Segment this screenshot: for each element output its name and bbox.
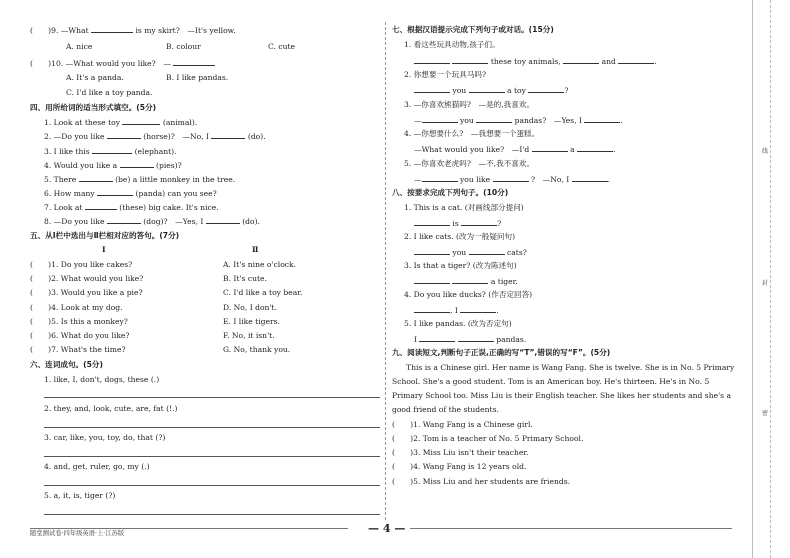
section-5-title: 五、从Ⅰ栏中选出与Ⅱ栏相对应的答句。(7分): [30, 231, 180, 240]
true-false-item: ( )5. Miss Liu and her students are friends.: [392, 477, 571, 486]
sec7-answer-1: these toy animals, and .: [414, 57, 657, 66]
sec8-question: 5. I like pandas. (改为否定句): [404, 319, 512, 328]
passage-line: good friend of the students.: [392, 405, 499, 414]
q9-option-b: B. colour: [166, 42, 201, 51]
blank[interactable]: [414, 306, 450, 313]
sec8-question: 2. I like cats. (改为一般疑问句): [404, 232, 516, 241]
blank[interactable]: [422, 116, 458, 123]
sec8-answer-1: is ?: [414, 219, 501, 228]
page-number: — 4 —: [368, 522, 406, 535]
sec4-item-4: 4. Would you like a (pies)?: [44, 161, 182, 170]
sec7-prompt: 1. 看这些玩具动物,孩子们。: [404, 40, 500, 49]
sec7-answer-2: you a toy ?: [414, 86, 568, 95]
match-question: ( )2. What would you like?: [30, 274, 144, 283]
blank[interactable]: [414, 248, 450, 255]
blank[interactable]: [532, 145, 568, 152]
match-answer: D. No, I don't.: [223, 303, 277, 312]
q10-option-b: B. I like pandas.: [166, 73, 229, 82]
sec7-prompt: 5. —你喜欢老虎吗? —不,我不喜欢。: [404, 159, 535, 168]
blank[interactable]: [211, 132, 245, 139]
answer-line[interactable]: [44, 456, 380, 457]
true-false-item: ( )4. Wang Fang is 12 years old.: [392, 462, 527, 471]
blank[interactable]: [414, 219, 450, 226]
answer-line[interactable]: [44, 514, 380, 515]
section-9-title: 九、阅读短文,判断句子正误,正确的写“T”,错误的写“F”。(5分): [392, 348, 611, 357]
sec7-answer-4: —What would you like? —I'd a .: [414, 145, 616, 154]
section-8-title: 八、按要求完成下列句子。(10分): [392, 188, 509, 197]
binding-char: 线: [762, 148, 769, 155]
word-order-item: 2. they, and, look, cute, are, fat (!.): [44, 404, 178, 413]
cut-line: [770, 0, 771, 558]
blank[interactable]: [414, 86, 450, 93]
match-answer: C. I'd like a toy bear.: [223, 288, 303, 297]
blank[interactable]: [120, 161, 154, 168]
blank[interactable]: [92, 147, 132, 154]
blank[interactable]: [493, 175, 529, 182]
true-false-item: ( )2. Tom is a teacher of No. 5 Primary School.: [392, 434, 584, 443]
binding-char: 密: [762, 410, 769, 417]
blank[interactable]: [419, 335, 455, 342]
blank[interactable]: [452, 57, 488, 64]
sec4-item-2: 2. —Do you like (horse)? —No, I (do).: [44, 132, 266, 141]
match-question: ( )7. What's the time?: [30, 345, 126, 354]
binding-line: [752, 0, 753, 558]
true-false-item: ( )3. Miss Liu isn't their teacher.: [392, 448, 529, 457]
sec7-prompt: 2. 你想要一个玩具马吗?: [404, 70, 487, 79]
match-answer: F. No, it isn't.: [223, 331, 275, 340]
blank[interactable]: [460, 306, 496, 313]
column-2-header: Ⅱ: [252, 245, 259, 254]
blank[interactable]: [122, 118, 160, 125]
q10-option-a: A. It's a panda.: [66, 73, 124, 82]
word-order-item: 3. car, like, you, toy, do, that (?): [44, 433, 166, 442]
binding-char: 封: [762, 280, 769, 287]
match-question: ( )6. What do you like?: [30, 331, 130, 340]
blank[interactable]: [107, 132, 141, 139]
blank[interactable]: [572, 175, 608, 182]
sec7-prompt: 3. —你喜欢熊猫吗? —是的,我喜欢。: [404, 100, 535, 109]
word-order-item: 1. like, I, don't, dogs, these (.): [44, 375, 160, 384]
sec4-item-3: 3. I like this (elephant).: [44, 147, 177, 156]
blank[interactable]: [414, 57, 450, 64]
sec8-answer-4: , I .: [414, 306, 499, 315]
section-4-title: 四、用所给词的适当形式填空。(5分): [30, 103, 157, 112]
column-1-header: Ⅰ: [102, 245, 106, 254]
match-question: ( )1. Do you like cakes?: [30, 260, 133, 269]
q9-option-c: C. cute: [268, 42, 296, 51]
footer-book-title: 随堂测试卷·四年级英语·上·江苏版: [30, 530, 125, 537]
q9-option-a: A. nice: [66, 42, 93, 51]
question-10: ( )10. —What would you like? —: [30, 59, 215, 68]
answer-line[interactable]: [44, 485, 380, 486]
match-question: ( )3. Would you like a pie?: [30, 288, 143, 297]
section-7-title: 七、根据汉语提示完成下列句子或对话。(15分): [392, 25, 554, 34]
blank[interactable]: [452, 277, 488, 284]
blank[interactable]: [173, 59, 215, 66]
sec8-answer-3: a tiger.: [414, 277, 518, 286]
blank[interactable]: [476, 116, 512, 123]
blank[interactable]: [107, 217, 141, 224]
word-order-item: 5. a, it, is, tiger (?): [44, 491, 116, 500]
answer-line[interactable]: [44, 397, 380, 398]
sec8-question: 1. This is a cat. (对画线部分提问): [404, 203, 524, 212]
match-question: ( )4. Look at my dog.: [30, 303, 123, 312]
blank[interactable]: [414, 277, 450, 284]
passage-line: Primary School too. Miss Liu is their English teacher. She likes her students and she's a: [392, 391, 732, 400]
blank[interactable]: [469, 86, 505, 93]
blank[interactable]: [469, 248, 505, 255]
sec8-question: 3. Is that a tiger? (改为陈述句): [404, 261, 517, 270]
blank[interactable]: [458, 335, 494, 342]
sec8-question: 4. Do you like ducks? (作否定回答): [404, 290, 533, 299]
section-6-title: 六、连词成句。(5分): [30, 360, 103, 369]
sec8-answer-5: I pandas.: [414, 335, 527, 344]
blank[interactable]: [206, 217, 240, 224]
column-divider: [385, 22, 386, 520]
sec7-prompt: 4. —你想要什么? —我想要一个蛋糕。: [404, 129, 540, 138]
passage-line: School. She's a good student. Tom is an American boy. He's thirteen. He's in No. 5: [392, 377, 710, 386]
sec4-item-8: 8. —Do you like (dog)? —Yes, I (do).: [44, 217, 260, 226]
blank[interactable]: [618, 57, 654, 64]
sec4-item-6: 6. How many (panda) can you see?: [44, 189, 217, 198]
word-order-item: 4. and, get, ruler, go, my (.): [44, 462, 150, 471]
passage-line: This is a Chinese girl. Her name is Wang Fang. She is twelve. She is in No. 5 Primary: [406, 363, 735, 372]
blank[interactable]: [584, 116, 620, 123]
answer-line[interactable]: [44, 427, 380, 428]
match-question: ( )5. Is this a monkey?: [30, 317, 128, 326]
sec7-answer-5: — you like ? —No, I .: [414, 175, 611, 184]
blank[interactable]: [85, 203, 117, 210]
sec7-answer-3: — you pandas? —Yes, I .: [414, 116, 623, 125]
blank[interactable]: [528, 86, 564, 93]
q10-option-c: C. I'd like a toy panda.: [66, 88, 153, 97]
blank[interactable]: [97, 189, 133, 196]
match-answer: B. It's cute.: [223, 274, 267, 283]
question-9: ( )9. —What is my skirt? —It's yellow.: [30, 26, 236, 35]
blank[interactable]: [422, 175, 458, 182]
blank[interactable]: [91, 26, 133, 33]
blank[interactable]: [563, 57, 599, 64]
sec8-answer-2: you cats?: [414, 248, 527, 257]
sec4-item-7: 7. Look at (these) big cake. It's nice.: [44, 203, 219, 212]
blank[interactable]: [577, 145, 613, 152]
footer-rule-right: [410, 528, 732, 529]
blank[interactable]: [461, 219, 497, 226]
match-answer: A. It's nine o'clock.: [223, 260, 297, 269]
match-answer: E. I like tigers.: [223, 317, 280, 326]
match-answer: G. No, thank you.: [223, 345, 291, 354]
true-false-item: ( )1. Wang Fang is a Chinese girl.: [392, 420, 533, 429]
sec4-item-5: 5. There (be) a little monkey in the tree.: [44, 175, 236, 184]
sec4-item-1: 1. Look at these toy (animal).: [44, 118, 198, 127]
blank[interactable]: [79, 175, 113, 182]
